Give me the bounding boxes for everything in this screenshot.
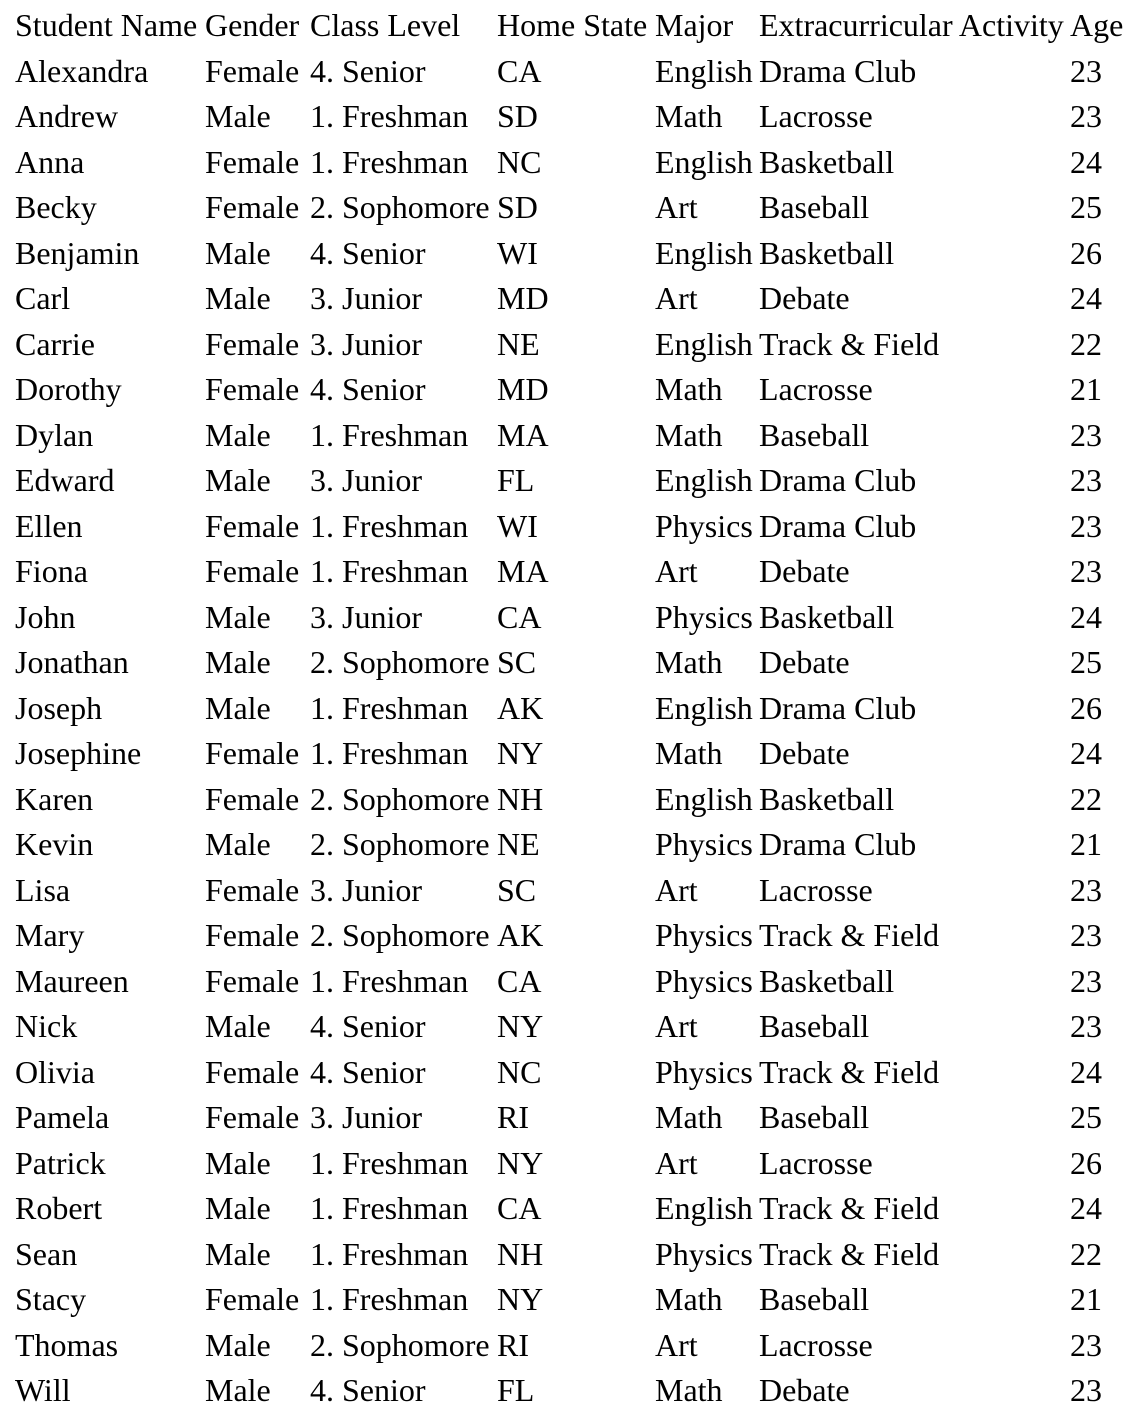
table-row [15,140,1148,186]
cell-student-name: Carrie [15,325,95,362]
cell-major: Physics [655,507,753,544]
cell-home-state: FL [497,1372,535,1408]
cell-class-level: 3. Junior [310,598,422,635]
cell-age: 23 [1070,1372,1102,1408]
cell-major: Physics [655,826,753,862]
cell-gender: Male [205,234,271,271]
cell-major: Math [655,735,723,771]
cell-major: Math [655,371,723,407]
cell-gender: Male [205,598,271,635]
cell-age: 23 [1070,1326,1102,1363]
table-row [15,1277,1148,1323]
cell-student-name: Robert [15,1190,103,1226]
cell-student-name: Anna [15,143,85,180]
cell-major: Art [655,871,698,908]
cell-age: 26 [1070,234,1102,271]
cell-student-name: Olivia [15,1053,95,1090]
cell-major: English [655,234,753,271]
cell-student-name: Patrick [15,1144,106,1181]
cell-extracurricular-activity: Lacrosse [759,1326,873,1363]
cell-student-name: Pamela [15,1099,110,1135]
cell-student-name: Jonathan [15,644,129,680]
cell-class-level: 3. Junior [310,1099,422,1135]
cell-age: 21 [1070,1281,1102,1317]
cell-extracurricular-activity: Basketball [759,143,895,180]
cell-extracurricular-activity: Baseball [759,1099,870,1135]
cell-extracurricular-activity: Basketball [759,780,895,817]
cell-extracurricular-activity: Basketball [759,962,895,999]
cell-major: English [655,143,753,180]
cell-gender: Female [205,507,300,544]
cell-gender: Female [205,735,300,771]
cell-major: English [655,780,753,817]
table-row [15,549,1148,595]
cell-gender: Female [205,917,300,953]
cell-student-name: Carl [15,280,71,316]
cell-age: 21 [1070,826,1102,862]
table-row [15,1095,1148,1141]
cell-major: Math [655,98,723,134]
cell-home-state: CA [497,1190,542,1226]
table-row [15,731,1148,777]
cell-class-level: 2. Sophomore [310,189,490,225]
col-header-student-name: Student Name [15,7,198,43]
cell-gender: Female [205,143,300,180]
cell-gender: Male [205,689,271,726]
cell-major: English [655,462,753,498]
cell-extracurricular-activity: Track & Field [759,1053,940,1090]
cell-age: 24 [1070,280,1102,316]
cell-home-state: NY [497,1281,544,1317]
cell-major: English [655,325,753,362]
cell-gender: Female [205,189,300,225]
cell-class-level: 1. Freshman [310,735,469,771]
cell-age: 25 [1070,644,1102,680]
cell-major: Physics [655,1235,753,1272]
col-header-major: Major [655,7,734,43]
cell-age: 24 [1070,735,1102,771]
cell-extracurricular-activity: Track & Field [759,917,940,953]
table-row [15,822,1148,868]
table-row [15,49,1148,95]
cell-class-level: 3. Junior [310,871,422,908]
cell-class-level: 2. Sophomore [310,780,490,817]
cell-home-state: CA [497,598,542,635]
cell-major: Physics [655,917,753,953]
cell-gender: Male [205,1144,271,1181]
cell-gender: Male [205,1008,271,1044]
cell-major: Art [655,1144,698,1181]
table-row [15,1141,1148,1187]
cell-age: 23 [1070,871,1102,908]
cell-student-name: Becky [15,189,97,225]
table-row [15,959,1148,1005]
cell-gender: Female [205,371,300,407]
cell-extracurricular-activity: Drama Club [759,52,917,89]
cell-student-name: Sean [15,1235,78,1272]
table-row [15,94,1148,140]
cell-student-name: Fiona [15,553,88,589]
cell-student-name: Kevin [15,826,94,862]
cell-class-level: 1. Freshman [310,1281,469,1317]
cell-home-state: NH [497,1235,544,1272]
cell-extracurricular-activity: Baseball [759,189,870,225]
cell-class-level: 3. Junior [310,280,422,316]
cell-student-name: Benjamin [15,234,140,271]
cell-extracurricular-activity: Track & Field [759,1235,940,1272]
cell-age: 23 [1070,962,1102,999]
cell-gender: Female [205,962,300,999]
cell-home-state: SC [497,644,537,680]
cell-student-name: Maureen [15,962,129,999]
cell-age: 21 [1070,371,1102,407]
cell-home-state: SC [497,871,537,908]
table-row [15,276,1148,322]
cell-major: Math [655,416,723,453]
table-row [15,504,1148,550]
cell-home-state: MD [497,280,549,316]
cell-student-name: Karen [15,780,94,817]
cell-home-state: NY [497,735,544,771]
cell-age: 23 [1070,553,1102,589]
cell-gender: Male [205,462,271,498]
cell-gender: Male [205,1235,271,1272]
cell-gender: Female [205,325,300,362]
table-row [15,367,1148,413]
cell-class-level: 4. Senior [310,234,426,271]
cell-class-level: 4. Senior [310,52,426,89]
cell-class-level: 2. Sophomore [310,826,490,862]
table-row [15,1323,1148,1369]
cell-age: 22 [1070,1235,1102,1272]
cell-home-state: AK [497,917,544,953]
col-header-class-level: Class Level [310,7,461,43]
cell-gender: Female [205,52,300,89]
cell-major: Art [655,280,698,316]
cell-gender: Female [205,871,300,908]
table-row [15,231,1148,277]
cell-extracurricular-activity: Track & Field [759,325,940,362]
cell-class-level: 4. Senior [310,1053,426,1090]
cell-extracurricular-activity: Basketball [759,598,895,635]
cell-student-name: Ellen [15,507,83,544]
cell-extracurricular-activity: Debate [759,553,850,589]
table-row [15,413,1148,459]
cell-student-name: Joseph [15,689,103,726]
cell-home-state: CA [497,52,542,89]
cell-student-name: Will [15,1372,71,1408]
table-body [15,49,1148,1414]
cell-age: 22 [1070,325,1102,362]
cell-gender: Female [205,1099,300,1135]
cell-age: 23 [1070,462,1102,498]
cell-student-name: Thomas [15,1326,119,1363]
table-row [15,913,1148,959]
cell-extracurricular-activity: Lacrosse [759,98,873,134]
cell-gender: Male [205,1326,271,1363]
cell-age: 24 [1070,1190,1102,1226]
cell-home-state: NC [497,143,542,180]
cell-class-level: 1. Freshman [310,1235,469,1272]
cell-class-level: 1. Freshman [310,507,469,544]
cell-major: Physics [655,962,753,999]
cell-student-name: Josephine [15,735,142,771]
cell-class-level: 4. Senior [310,1008,426,1044]
cell-class-level: 3. Junior [310,462,422,498]
cell-class-level: 1. Freshman [310,1144,469,1181]
cell-gender: Male [205,826,271,862]
cell-extracurricular-activity: Debate [759,280,850,316]
cell-class-level: 1. Freshman [310,553,469,589]
cell-age: 24 [1070,143,1102,180]
table-row [15,640,1148,686]
cell-major: Math [655,644,723,680]
cell-gender: Female [205,1281,300,1317]
header-row [15,3,1148,49]
cell-gender: Male [205,280,271,316]
cell-home-state: CA [497,962,542,999]
cell-student-name: Dorothy [15,371,122,407]
cell-age: 24 [1070,598,1102,635]
cell-major: English [655,1190,753,1226]
cell-class-level: 2. Sophomore [310,917,490,953]
cell-age: 23 [1070,416,1102,453]
table-row [15,1368,1148,1414]
cell-extracurricular-activity: Lacrosse [759,1144,873,1181]
cell-student-name: Alexandra [15,52,149,89]
cell-class-level: 1. Freshman [310,962,469,999]
cell-home-state: MD [497,371,549,407]
table-row [15,777,1148,823]
table-row [15,1004,1148,1050]
table-row [15,686,1148,732]
col-header-age: Age [1070,7,1124,43]
cell-home-state: WI [497,507,538,544]
cell-gender: Male [205,98,271,134]
cell-major: Math [655,1372,723,1408]
cell-student-name: Lisa [15,871,71,908]
cell-major: Art [655,553,698,589]
cell-age: 25 [1070,189,1102,225]
students-table [15,3,1148,1414]
cell-home-state: NH [497,780,544,817]
table-row [15,1186,1148,1232]
cell-gender: Male [205,416,271,453]
cell-home-state: SD [497,189,538,225]
table-row [15,1232,1148,1278]
cell-extracurricular-activity: Lacrosse [759,371,873,407]
cell-age: 23 [1070,1008,1102,1044]
cell-extracurricular-activity: Baseball [759,1281,870,1317]
cell-extracurricular-activity: Debate [759,1372,850,1408]
students-table-page [0,3,1148,1414]
cell-major: Physics [655,1053,753,1090]
cell-extracurricular-activity: Lacrosse [759,871,873,908]
cell-age: 26 [1070,1144,1102,1181]
cell-age: 24 [1070,1053,1102,1090]
cell-class-level: 2. Sophomore [310,1326,490,1363]
table-row [15,1050,1148,1096]
cell-student-name: Stacy [15,1281,87,1317]
cell-age: 22 [1070,780,1102,817]
cell-home-state: AK [497,689,544,726]
cell-student-name: Edward [15,462,115,498]
cell-home-state: NE [497,325,540,362]
cell-extracurricular-activity: Baseball [759,416,870,453]
cell-extracurricular-activity: Baseball [759,1008,870,1044]
cell-class-level: 1. Freshman [310,98,469,134]
cell-home-state: NY [497,1008,544,1044]
cell-extracurricular-activity: Basketball [759,234,895,271]
cell-extracurricular-activity: Drama Club [759,462,917,498]
cell-student-name: Nick [15,1008,78,1044]
table-row [15,458,1148,504]
cell-extracurricular-activity: Debate [759,644,850,680]
cell-class-level: 1. Freshman [310,143,469,180]
cell-gender: Male [205,1372,271,1408]
cell-age: 23 [1070,98,1102,134]
cell-class-level: 2. Sophomore [310,644,490,680]
cell-major: Art [655,189,698,225]
cell-extracurricular-activity: Drama Club [759,826,917,862]
cell-age: 25 [1070,1099,1102,1135]
cell-class-level: 1. Freshman [310,689,469,726]
table-row [15,868,1148,914]
cell-student-name: John [15,598,76,635]
cell-major: English [655,689,753,726]
cell-class-level: 1. Freshman [310,1190,469,1226]
col-header-home-state: Home State [497,7,648,43]
cell-home-state: MA [497,553,549,589]
cell-major: Math [655,1281,723,1317]
col-header-gender: Gender [205,7,300,43]
cell-home-state: MA [497,416,549,453]
cell-gender: Female [205,1053,300,1090]
col-header-extracurricular-activity: Extracurricular Activity [759,7,1064,43]
cell-age: 26 [1070,689,1102,726]
cell-extracurricular-activity: Debate [759,735,850,771]
cell-extracurricular-activity: Drama Club [759,507,917,544]
table-row [15,185,1148,231]
cell-major: English [655,52,753,89]
cell-class-level: 4. Senior [310,1372,426,1408]
cell-home-state: NC [497,1053,542,1090]
cell-gender: Female [205,780,300,817]
cell-extracurricular-activity: Track & Field [759,1190,940,1226]
cell-gender: Male [205,1190,271,1226]
cell-major: Art [655,1008,698,1044]
cell-home-state: NE [497,826,540,862]
cell-major: Math [655,1099,723,1135]
cell-home-state: WI [497,234,538,271]
cell-class-level: 3. Junior [310,325,422,362]
cell-student-name: Dylan [15,416,94,453]
cell-extracurricular-activity: Drama Club [759,689,917,726]
cell-home-state: SD [497,98,538,134]
cell-gender: Male [205,644,271,680]
cell-class-level: 1. Freshman [310,416,469,453]
cell-major: Physics [655,598,753,635]
cell-age: 23 [1070,507,1102,544]
cell-home-state: RI [497,1099,529,1135]
table-row [15,322,1148,368]
cell-home-state: RI [497,1326,529,1363]
cell-home-state: NY [497,1144,544,1181]
cell-student-name: Mary [15,917,85,953]
cell-student-name: Andrew [15,98,119,134]
cell-home-state: FL [497,462,535,498]
cell-age: 23 [1070,917,1102,953]
cell-gender: Female [205,553,300,589]
table-row [15,595,1148,641]
cell-age: 23 [1070,52,1102,89]
cell-major: Art [655,1326,698,1363]
cell-class-level: 4. Senior [310,371,426,407]
